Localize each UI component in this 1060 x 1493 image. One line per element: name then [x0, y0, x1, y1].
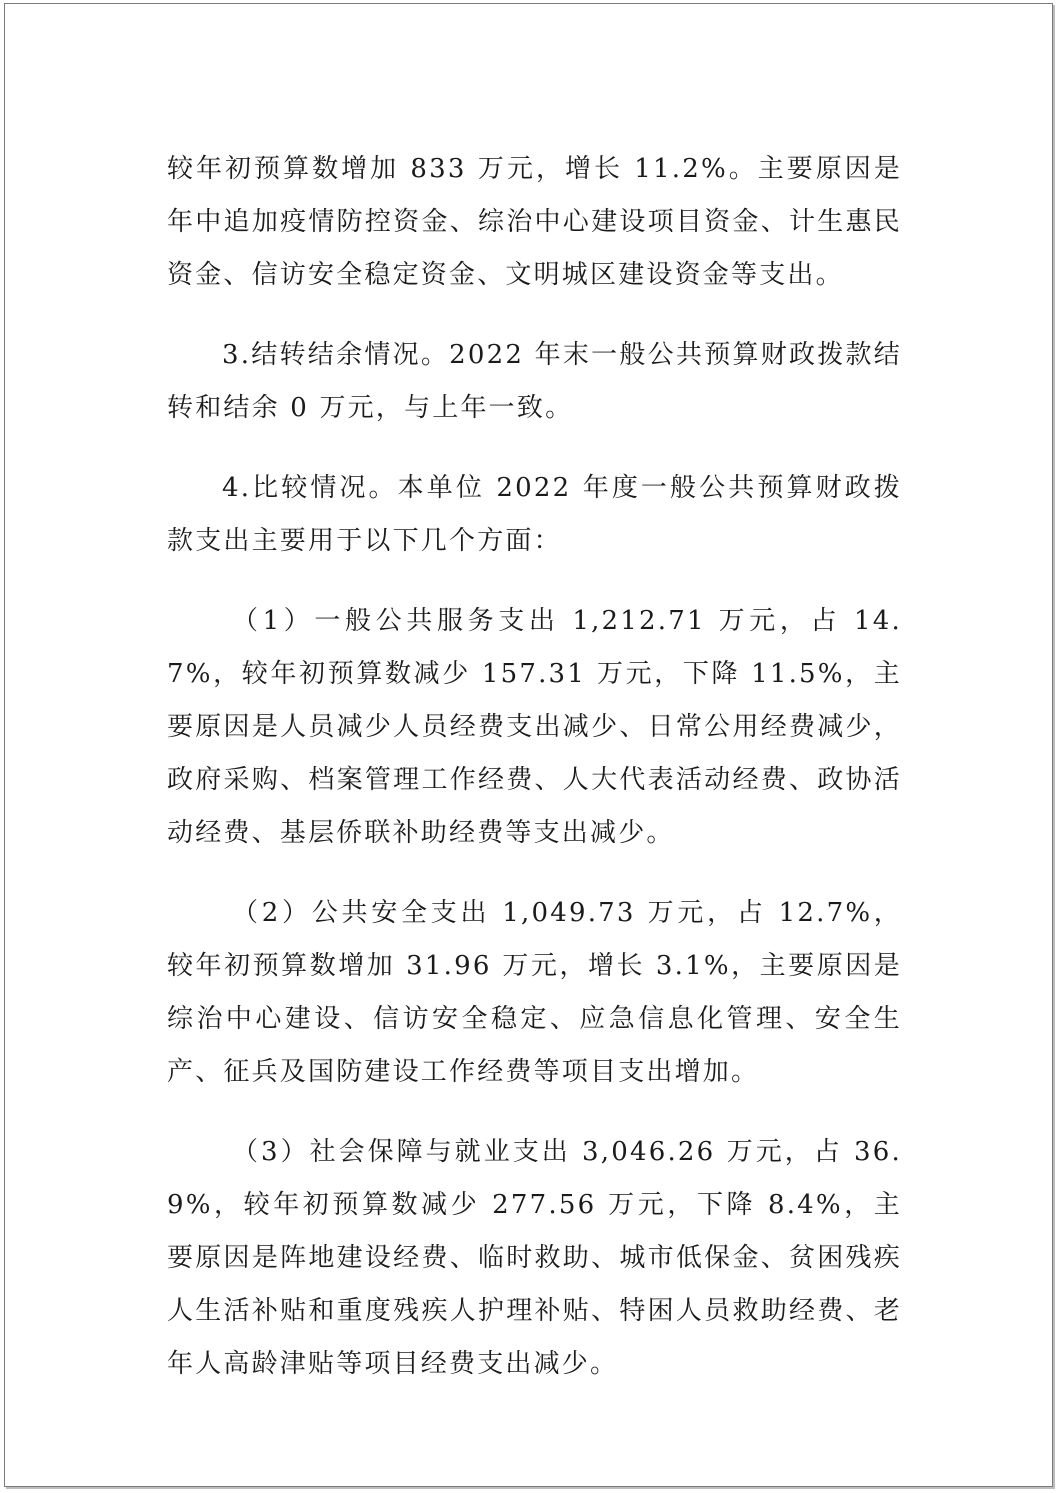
paragraph-social-security: （3）社会保障与就业支出 3,046.26 万元，占 36.9%，较年初预算数减少 277.56 万元，下降 8.4%，主要原因是阵地建设经费、临时救助、城市低保金、贫困残疾人生活补贴和重度残疾人护理补贴、特困人员救助经费、老年人高龄津贴等项目经费支出减少。: [167, 1137, 902, 1379]
paragraph-continuation: 较年初预算数增加 833 万元，增长 11.2%。主要原因是年中追加疫情防控资金、综治中心建设项目资金、计生惠民资金、信访安全稳定资金、文明城区建设资金等支出。: [167, 154, 902, 290]
paragraph-general-public-services: （1）一般公共服务支出 1,212.71 万元，占 14.7%，较年初预算数减少 157.31 万元，下降 11.5%，主要原因是人员减少人员经费支出减少、日常公用经费减少，政府采购、档案管理工作经费、人大代表活动经费、政协活动经费、基层侨联补助经费等支出减少。: [167, 606, 902, 848]
document-page: [4, 3, 1053, 1487]
paragraph-carryover-balance: 3.结转结余情况。2022 年末一般公共预算财政拨款结转和结余 0 万元，与上年一致。: [167, 340, 902, 423]
paragraph-public-security: （2）公共安全支出 1,049.73 万元，占 12.7%，较年初预算数增加 31.96 万元，增长 3.1%，主要原因是综治中心建设、信访安全稳定、应急信息化管理、安全生产、征兵及国防建设工作经费等项目支出增加。: [167, 898, 902, 1087]
document-body: [167, 143, 902, 1391]
paragraph-comparison: 4.比较情况。本单位 2022 年度一般公共预算财政拨款支出主要用于以下几个方面：: [167, 473, 902, 556]
